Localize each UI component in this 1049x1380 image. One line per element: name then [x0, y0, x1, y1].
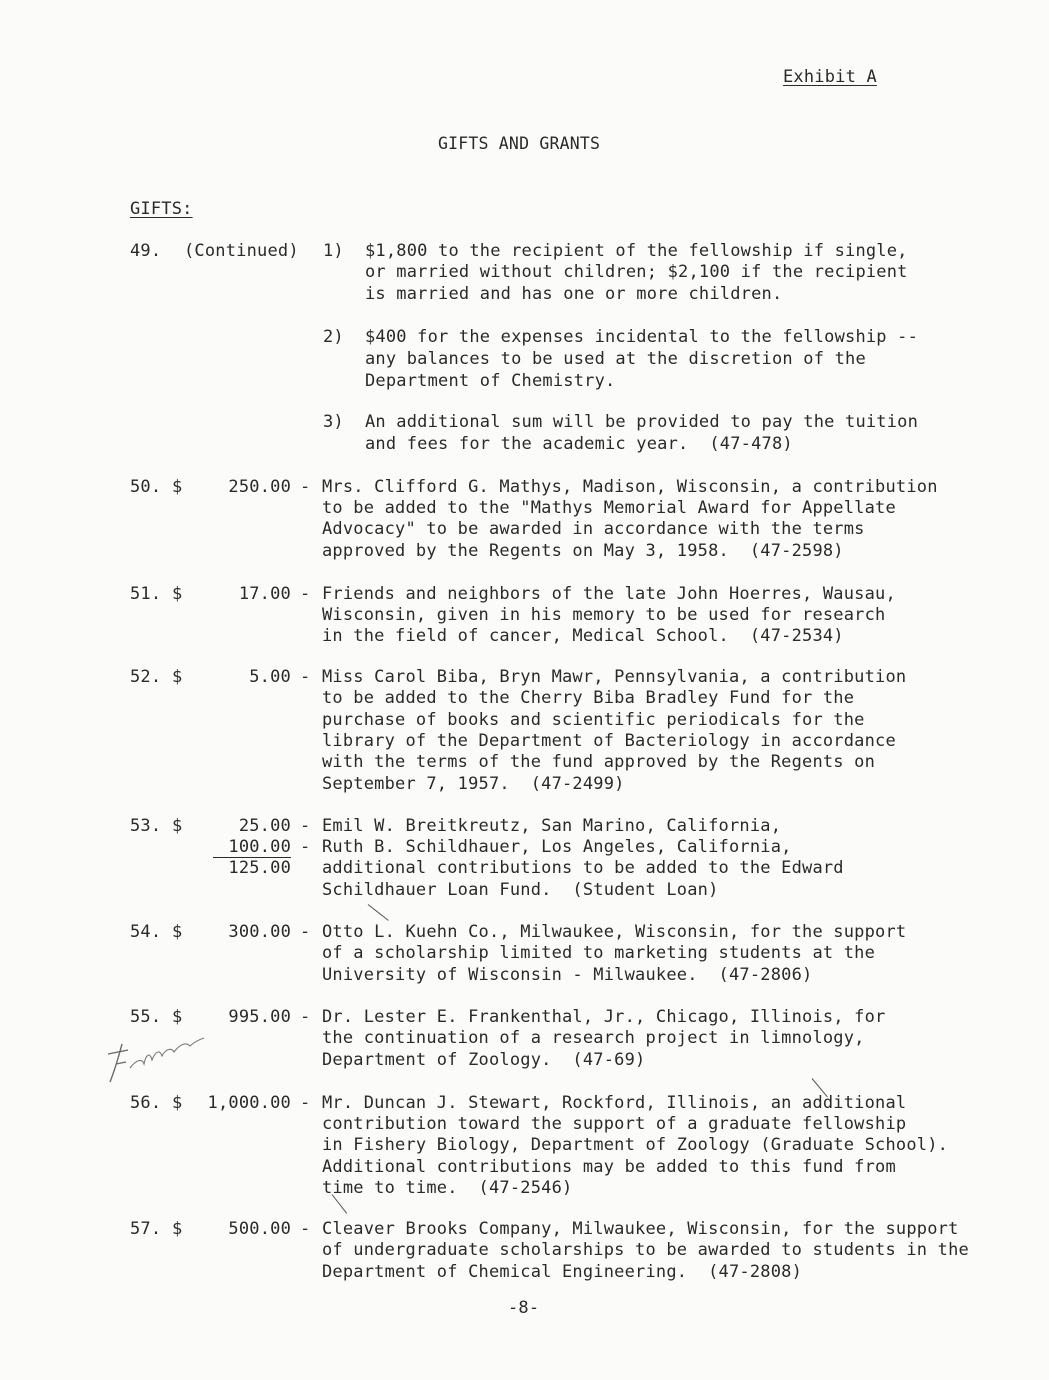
item-line: Miss Carol Biba, Bryn Mawr, Pennsylvania, a contribution: [322, 667, 907, 687]
item-line: Department of Chemical Engineering. (47-2808): [322, 1262, 803, 1282]
item-line: purchase of books and scientific periodicals for the: [322, 710, 865, 730]
subitem-number: 3): [323, 412, 344, 432]
subitem-line: $1,800 to the recipient of the fellowship if single,: [365, 241, 908, 261]
item-line: September 7, 1957. (47-2499): [322, 774, 625, 794]
item-line: Emil W. Breitkreutz, San Marino, California,: [322, 816, 782, 836]
subitem-line: Department of Chemistry.: [365, 371, 616, 391]
item-line: of undergraduate scholarships to be awarded to students in the: [322, 1240, 969, 1260]
item-amount: 1,000.00: [207, 1093, 291, 1113]
dollar-sign: $: [172, 1093, 183, 1113]
dollar-sign: $: [172, 1219, 183, 1239]
item-line: Otto L. Kuehn Co., Milwaukee, Wisconsin, for the support: [322, 922, 907, 942]
item-amount: 995.00: [228, 1007, 291, 1027]
item-line: Ruth B. Schildhauer, Los Angeles, California,: [322, 837, 792, 857]
item-line: University of Wisconsin - Milwaukee. (47-2806): [322, 965, 813, 985]
item-line: in Fishery Biology, Department of Zoology (Graduate School).: [322, 1135, 949, 1155]
item-line: with the terms of the fund approved by the Regents on: [322, 752, 876, 772]
handwritten-annotation: [100, 1024, 210, 1094]
item-number: 54.: [130, 922, 162, 942]
item-amount: 500.00: [228, 1219, 291, 1239]
item-line: Schildhauer Loan Fund. (Student Loan): [322, 880, 719, 900]
dollar-sign: $: [172, 1007, 183, 1027]
item-line: Mr. Duncan J. Stewart, Rockford, Illinois, an additional: [322, 1093, 907, 1113]
subitem-line: or married without children; $2,100 if the recipient: [365, 262, 908, 282]
item-line: the continuation of a research project in limnology,: [322, 1028, 865, 1048]
item-line: Dr. Lester E. Frankenthal, Jr., Chicago, Illinois, for: [322, 1007, 886, 1027]
item-number: 57.: [130, 1219, 162, 1239]
item-amount: 5.00: [249, 667, 291, 687]
subitem-line: is married and has one or more children.: [365, 284, 783, 304]
item-line: of a scholarship limited to marketing students at the: [322, 943, 876, 963]
subitem-number: 1): [323, 241, 344, 261]
item-line: library of the Department of Bacteriology in accordance: [322, 731, 896, 751]
subitem-number: 2): [323, 327, 344, 347]
document-page: Exhibit A GIFTS AND GRANTS GIFTS: 49. (Continued) 1) $1,800 to the recipient of the fellowship if single, or married without children; $2,100 if the recipient is married and has one or more children. 2) $400 for the expenses incidental to the fellowship -- any balances to be used at the discretion of the Department of Chemistry. 3) An additional sum will be provided to pay the tuition and fees for the academic year. (47-478) 50. $ 250.00 - Mrs. Clifford G. Mathys, Madison, Wisconsin, a contribution to be added to the "Mathys Memorial Award for Appellate Advocacy" to be awarded in accordance with the terms approved by the Regents on May 3, 1958. (47-2598) 51. $ 17.00 - Friends and neighbors of the late John Hoerres, Wausau, Wisconsin, given in his memory to be used for research in the field of cancer, Medical School. (47-2534) 52. $ 5.00 - Miss Carol Biba, Bryn Mawr, Pennsylvania, a contribution to be added to the Cherry Biba Bradley Fund for the purchase of books and scientific periodicals for the library of the Department of Bacteriology in accordance with the terms of the fund approved by the Regents on September 7, 1957. (47-2499) 53. $ 25.00 100.00 125.00 - - Emil W. Breitkreutz, San Marino, California, Ruth B. Schildhauer, Los Angeles, California, additional contributions to be added to the Edward Schildhauer Loan Fund. (Student Loan) 54. $ 300.00 - Otto L. Kuehn Co., Milwaukee, Wisconsin, for the support of a scholarship limited to marketing students at the University of Wisconsin - Milwaukee. (47-2806) 55. $ 995.00 - Dr. Lester E. Frankenthal, Jr., Chicago, Illinois, for the continuation of a research project in limnology, Department of Zoology. (47-69) 56. $ 1,000.00 - Mr. Duncan J. Stewart, Rockford, Illinois, an additional contribution toward the support of a graduate fellowship in Fishery Biology, Department of Zoology (Graduate School). Additional contributions may be added to this fund from time to time. (47-2546) 57. $ 500.00 - Cleaver Brooks Company, Milwaukee, Wisconsin, for the support of undergraduate scholarships to be awarded to students in the Department of Chemical Engineering. (47-2808) -8-: [0, 0, 1049, 1380]
item-line: additional contributions to be added to the Edward: [322, 858, 844, 878]
item-line: in the field of cancer, Medical School. (47-2534): [322, 626, 844, 646]
item-amount: 250.00: [228, 477, 291, 497]
item-number: 56.: [130, 1093, 162, 1113]
item-line: Mrs. Clifford G. Mathys, Madison, Wisconsin, a contribution: [322, 477, 938, 497]
item-number: 52.: [130, 667, 162, 687]
dollar-sign: $: [172, 922, 183, 942]
item-amount-total: 125.00: [228, 858, 291, 878]
dollar-sign: $: [172, 816, 183, 836]
section-heading: GIFTS:: [130, 199, 193, 219]
item-amount: 300.00: [228, 922, 291, 942]
pen-mark: [368, 904, 389, 921]
item-line: approved by the Regents on May 3, 1958. (47-2598): [322, 541, 844, 561]
dollar-sign: $: [172, 667, 183, 687]
item-line: Department of Zoology. (47-69): [322, 1050, 646, 1070]
item-amount: 17.00: [238, 584, 291, 604]
page-number: -8-: [508, 1298, 540, 1318]
subitem-line: An additional sum will be provided to pay the tuition: [365, 412, 919, 432]
subitem-line: $400 for the expenses incidental to the fellowship --: [365, 327, 919, 347]
item-number: 49.: [130, 241, 162, 261]
item-number: 53.: [130, 816, 162, 836]
item-line: Advocacy" to be awarded in accordance with the terms: [322, 519, 865, 539]
item-number: 55.: [130, 1007, 162, 1027]
continued-label: (Continued): [184, 241, 299, 261]
subitem-line: any balances to be used at the discretion of the: [365, 349, 866, 369]
item-line: to be added to the Cherry Biba Bradley Fund for the: [322, 688, 855, 708]
item-line: to be added to the "Mathys Memorial Award for Appellate: [322, 498, 896, 518]
item-number: 51.: [130, 584, 162, 604]
exhibit-label: Exhibit A: [783, 67, 877, 87]
page-title: GIFTS AND GRANTS: [438, 134, 601, 153]
subitem-line: and fees for the academic year. (47-478): [365, 434, 793, 454]
item-line: time to time. (47-2546): [322, 1178, 573, 1198]
item-line: Friends and neighbors of the late John Hoerres, Wausau,: [322, 584, 896, 604]
item-amount: 25.00: [238, 816, 291, 836]
item-amount: 100.00: [228, 837, 291, 857]
item-line: contribution toward the support of a graduate fellowship: [322, 1114, 907, 1134]
item-line: Additional contributions may be added to this fund from: [322, 1157, 896, 1177]
dollar-sign: $: [172, 477, 183, 497]
item-line: Cleaver Brooks Company, Milwaukee, Wisconsin, for the support: [322, 1219, 959, 1239]
item-line: Wisconsin, given in his memory to be used for research: [322, 605, 886, 625]
item-number: 50.: [130, 477, 162, 497]
dollar-sign: $: [172, 584, 183, 604]
